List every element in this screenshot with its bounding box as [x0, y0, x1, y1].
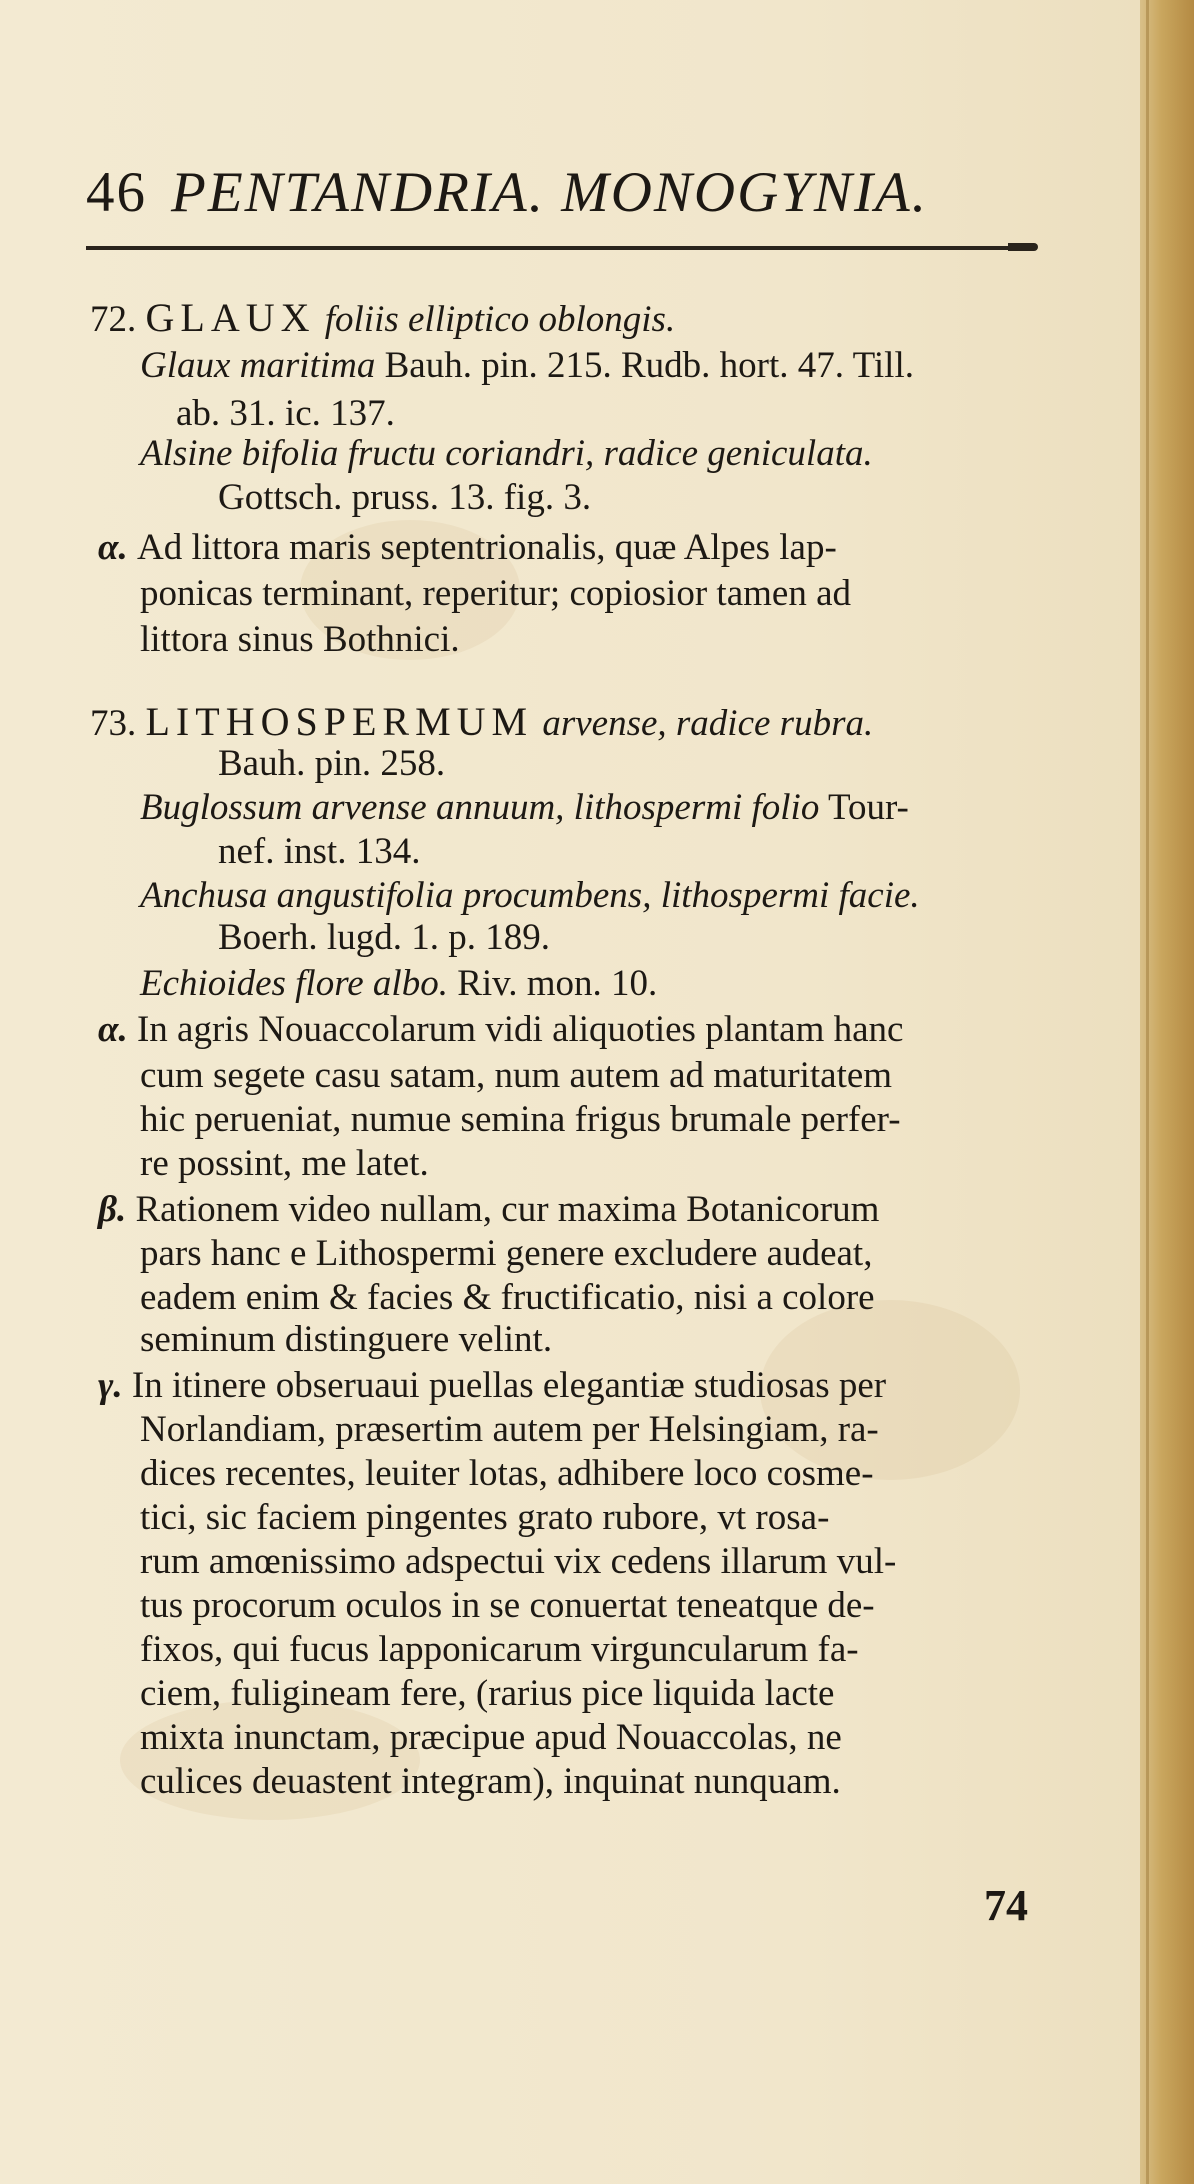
observation-line: ciem, fuligineam fere, (rarius pice liquida lacte: [140, 1673, 835, 1714]
synonym-continuation: Boerh. lugd. 1. p. 189.: [218, 917, 550, 958]
page-number: 46: [86, 161, 147, 224]
synonym-continuation: nef. inst. 134.: [218, 831, 421, 872]
species-diagnosis: foliis elliptico oblongis.: [324, 299, 676, 340]
observation-line: pars hanc e Lithospermi genere excludere audeat,: [140, 1233, 873, 1274]
observation-line: dices recentes, leuiter lotas, adhibere loco cosme-: [140, 1453, 874, 1494]
observation-line: fixos, qui fucus lapponicarum virguncularum fa-: [140, 1629, 859, 1670]
observation-beta: β. Rationem video nullam, cur maxima Botanicorum: [98, 1189, 880, 1230]
entry-73-heading: [90, 700, 873, 746]
header-rule: [86, 246, 1034, 250]
catchword: 74: [984, 1881, 1028, 1930]
observation-line: cum segete casu satam, num autem ad maturitatem: [140, 1055, 893, 1096]
running-header: [86, 160, 1036, 225]
entry-number: 72.: [90, 299, 137, 340]
observation-line: tici, sic faciem pingentes grato rubore, vt rosa-: [140, 1497, 830, 1538]
book-spine-edge: [1140, 0, 1194, 2184]
genus-name: GLAUX: [145, 295, 316, 340]
observation-line: mixta inunctam, præcipue apud Nouaccolas, ne: [140, 1717, 842, 1758]
entry-72-heading: [90, 296, 675, 342]
entry-number: 73.: [90, 703, 137, 744]
reference-line: Bauh. pin. 258.: [218, 743, 446, 784]
observation-gamma: γ. In itinere obseruaui puellas elegantiæ studiosas per: [98, 1365, 887, 1406]
synonym-line: Buglossum arvense annuum, lithospermi folio Tour-: [140, 787, 909, 828]
observation-line: seminum distinguere velint.: [140, 1319, 553, 1360]
observation-alpha: α. Ad littora maris septentrionalis, quæ Alpes lap-: [98, 527, 837, 568]
observation-line: re possint, me latet.: [140, 1143, 429, 1184]
observation-line: eadem enim & facies & fructificatio, nisi a colore: [140, 1277, 875, 1318]
observation-line: hic perueniat, numue semina frigus brumale perfer-: [140, 1099, 901, 1140]
synonym-line: Glaux maritima Bauh. pin. 215. Rudb. hort. 47. Till.: [140, 345, 914, 386]
observation-alpha: α. In agris Nouaccolarum vidi aliquoties plantam hanc: [98, 1009, 904, 1050]
observation-line: Norlandiam, præsertim autem per Helsingiam, ra-: [140, 1409, 879, 1450]
species-diagnosis: arvense, radice rubra.: [542, 703, 874, 744]
synonym-continuation: Gottsch. pruss. 13. fig. 3.: [218, 477, 592, 518]
observation-line: rum amœnissimo adspectui vix cedens illarum vul-: [140, 1541, 897, 1582]
running-title: PENTANDRIA. MONOGYNIA.: [171, 161, 929, 224]
synonym-line: Alsine bifolia fructu coriandri, radice geniculata.: [140, 433, 873, 474]
observation-line: culices deuastent integram), inquinat nunquam.: [140, 1761, 841, 1802]
synonym-continuation: ab. 31. ic. 137.: [176, 393, 395, 434]
genus-name: LITHOSPERMUM: [145, 699, 534, 744]
observation-line: tus procorum oculos in se conuertat teneatque de-: [140, 1585, 875, 1626]
observation-line: littora sinus Bothnici.: [140, 619, 460, 660]
synonym-line: Echioides flore albo. Riv. mon. 10.: [140, 963, 658, 1004]
synonym-line: Anchusa angustifolia procumbens, lithospermi facie.: [140, 875, 920, 916]
observation-line: ponicas terminant, reperitur; copiosior tamen ad: [140, 573, 851, 614]
